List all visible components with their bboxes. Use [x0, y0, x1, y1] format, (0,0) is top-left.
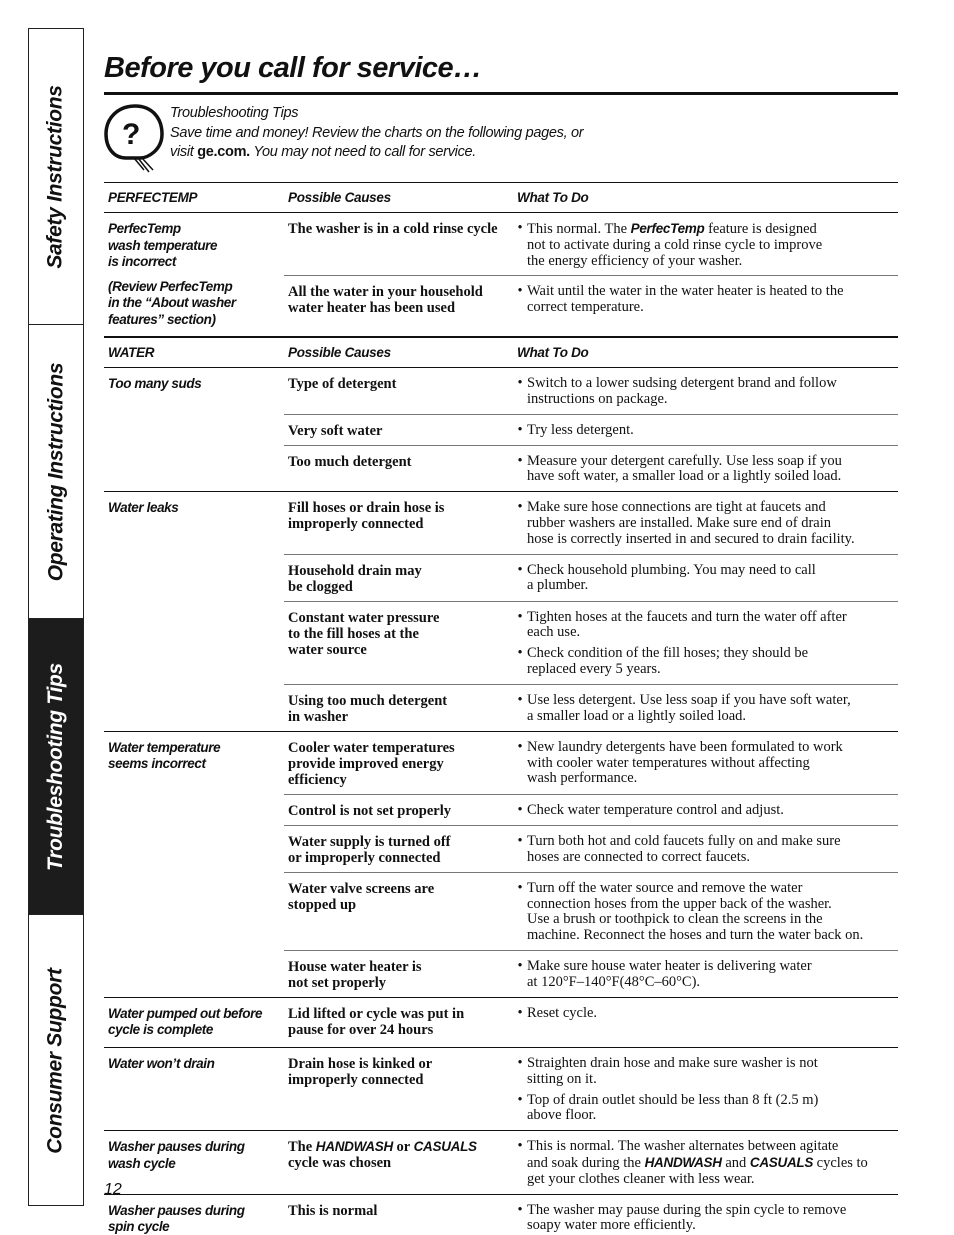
fix-bullet [513, 1056, 898, 1088]
fix-part: Make sure hose connections are tight at faucets and rubber washers are installed. Make sure end of drain hose is correctly inserted in and secured to drain facility. [527, 499, 855, 547]
what-to-do [513, 415, 898, 445]
cause-text: The [288, 1139, 316, 1156]
bullet-icon: • [517, 738, 523, 755]
what-to-do-header: What To Do [517, 345, 589, 360]
fix-part: This normal. The [527, 221, 631, 237]
table-row [284, 1048, 898, 1130]
bullet-icon: • [517, 832, 523, 849]
table-row [284, 826, 898, 873]
problem-label [104, 1048, 284, 1130]
section-header [104, 182, 898, 213]
feature-name: PerfecTemp [630, 221, 705, 236]
bullet-icon: • [517, 1201, 523, 1218]
fix-part: Use less detergent. Use less soap if you have soft water, a smaller load or a lightly soiled load. [527, 691, 851, 724]
fix-part: Check household plumbing. You may need to call a plumber. [527, 561, 816, 594]
fix-part: Measure your detergent carefully. Use less soap if you have soft water, a smaller load or a lightly soiled load. [527, 452, 842, 485]
table-row [284, 492, 898, 554]
cause-rows [284, 492, 898, 731]
what-to-do [513, 276, 898, 322]
fix-bullet [513, 881, 898, 944]
fix-text [527, 1203, 898, 1235]
table-row [284, 213, 898, 276]
fix-bullet [513, 454, 898, 486]
cause-text: cycle was chosen [288, 1155, 392, 1172]
fix-bullet [513, 959, 898, 991]
troubleshooting-table [104, 182, 898, 1235]
fix-part: and [721, 1154, 750, 1171]
possible-cause: Drain hose is kinked or improperly connected [288, 1055, 433, 1088]
what-to-do [513, 1048, 898, 1130]
possible-cause: Water supply is turned off or improperly connected [288, 833, 451, 866]
section-tabs [28, 28, 84, 1206]
table-row [284, 555, 898, 602]
tips-visit: visit [170, 144, 198, 160]
page-number: 12 [104, 1181, 122, 1198]
bullet-icon: • [517, 1004, 523, 1021]
fix-part: Turn both hot and cold faucets fully on and make sure hoses are connected to correct faucets. [527, 832, 841, 865]
fix-part: Wait until the water in the water heater is heated to the correct temperature. [527, 283, 844, 316]
what-to-do [513, 492, 898, 553]
problem-label [104, 213, 284, 336]
table-row [284, 446, 898, 492]
cycle-name: CASUALS [749, 1154, 814, 1170]
cause-rows [284, 368, 898, 491]
problem-text: Water leaks [108, 500, 179, 516]
possible-cause: The washer is in a cold rinse cycle [288, 221, 498, 237]
fix-bullet [513, 1006, 898, 1022]
possible-cause: Water valve screens are stopped up [288, 880, 435, 913]
problem-label [104, 998, 284, 1047]
bullet-icon: • [517, 220, 523, 236]
tips-title: Troubleshooting Tips [170, 105, 299, 121]
what-to-do [513, 951, 898, 997]
problem-group [104, 732, 898, 998]
table-row [284, 795, 898, 826]
what-to-do-header: What To Do [517, 190, 589, 205]
fix-bullet [513, 693, 898, 725]
table-row [284, 602, 898, 685]
possible-cause: All the water in your household water heater has been used [288, 284, 483, 317]
fix-text [527, 500, 898, 547]
fix-part: Try less detergent. [527, 421, 634, 438]
fix-part: The washer may pause during the spin cycle to remove soapy water more efficiently. [527, 1201, 847, 1234]
cause-rows [284, 732, 898, 997]
fix-bullet [513, 610, 898, 642]
table-row [284, 276, 898, 322]
tips-line-2 [170, 143, 583, 163]
title-divider [104, 92, 898, 95]
tab-label: Safety Instructions [44, 84, 67, 269]
fix-text [527, 834, 898, 866]
cause-rows [284, 1195, 898, 1235]
table-row [284, 1195, 898, 1235]
what-to-do [513, 795, 898, 825]
possible-cause: Fill hoses or drain hose is improperly connected [288, 500, 445, 533]
problem-text: Washer pauses during wash cycle [108, 1139, 245, 1171]
problem-text: Washer pauses during spin cycle [108, 1202, 245, 1235]
bullet-icon: • [517, 499, 523, 516]
fix-part: Reset cycle. [527, 1004, 598, 1021]
problem-text: (Review PerfecTemp in the “About washer features” section) [108, 278, 236, 327]
fix-part: Turn off the water source and remove the water connection hoses from the upper back of the washer. Use a brush or toothpick to clean the screens in the machine. Reconnect the hoses and turn the water back on. [527, 879, 864, 944]
problem-group [104, 1131, 898, 1194]
cycle-name: HANDWASH [315, 1139, 393, 1155]
cause-rows [284, 998, 898, 1047]
what-to-do [513, 1131, 898, 1193]
bullet-icon: • [517, 421, 523, 438]
problem-label [104, 1131, 284, 1193]
fix-part: Top of drain outlet should be less than 8 ft (2.5 m) above floor. [527, 1091, 819, 1124]
fix-text [527, 563, 898, 595]
fix-bullet [513, 646, 898, 678]
fix-text [527, 1139, 898, 1187]
possible-causes-header: Possible Causes [288, 190, 391, 205]
what-to-do [513, 602, 898, 684]
tab-safety-instructions[interactable] [29, 29, 83, 325]
fix-part: cycles to get your clothes cleaner with less wear. [527, 1154, 868, 1187]
what-to-do [513, 998, 898, 1044]
fix-bullet [513, 376, 898, 408]
possible-cause: Constant water pressure to the fill hoses at the water source [288, 609, 440, 658]
possible-cause: This is normal [288, 1202, 378, 1219]
what-to-do [513, 826, 898, 872]
fix-bullet [513, 1203, 898, 1235]
problem-label [104, 368, 284, 491]
table-row [284, 732, 898, 795]
fix-text [527, 693, 898, 725]
problem-group [104, 998, 898, 1048]
fix-text [527, 803, 898, 819]
fix-text [527, 1093, 898, 1125]
fix-bullet [513, 563, 898, 595]
problem-label [104, 732, 284, 997]
problem-text: Too many suds [108, 376, 202, 391]
fix-bullet [513, 803, 898, 819]
problem-text: Water temperature seems incorrect [108, 739, 221, 772]
table-row [284, 368, 898, 415]
fix-bullet [513, 284, 898, 316]
problem-group [104, 213, 898, 337]
tab-consumer-support[interactable] [29, 915, 83, 1207]
possible-causes-header: Possible Causes [288, 345, 391, 360]
fix-text [527, 881, 898, 944]
fix-text [527, 284, 898, 316]
problem-text: Water won’t drain [108, 1055, 215, 1071]
tab-label: Troubleshooting Tips [44, 662, 68, 871]
possible-cause: Control is not set properly [288, 802, 451, 819]
cycle-name: HANDWASH [644, 1154, 722, 1170]
problem-group [104, 1048, 898, 1131]
problem-group [104, 368, 898, 492]
possible-cause: House water heater is not set properly [288, 958, 422, 991]
problem-label [104, 1195, 284, 1235]
cause-text: or [392, 1139, 414, 1156]
what-to-do [513, 732, 898, 794]
page-title: Before you call for service… [104, 52, 482, 84]
fix-text [527, 1006, 898, 1022]
fix-text [527, 740, 898, 787]
possible-cause: Using too much detergent in washer [288, 692, 448, 725]
bullet-icon: • [517, 452, 523, 469]
fix-part: This is normal. The washer alternates between agitate and soak during the [527, 1138, 839, 1171]
fix-text [527, 610, 898, 642]
problem-text: Water pumped out before cycle is complete [108, 1005, 263, 1038]
section-header [104, 337, 898, 368]
cause-rows [284, 213, 898, 336]
possible-cause: Very soft water [288, 422, 383, 439]
fix-part: Switch to a lower sudsing detergent brand and follow instructions on package. [527, 375, 837, 407]
bullet-icon: • [517, 375, 523, 391]
section-category: PERFECTEMP [108, 190, 198, 205]
possible-cause: Cooler water temperatures provide improved energy efficiency [288, 739, 455, 788]
what-to-do [513, 555, 898, 601]
table-row [284, 685, 898, 731]
tab-label: Consumer Support [44, 968, 67, 1154]
problem-group [104, 492, 898, 732]
possible-cause: Lid lifted or cycle was put in pause for over 24 hours [288, 1005, 465, 1038]
possible-cause: Household drain may be clogged [288, 562, 422, 595]
problem-group [104, 1195, 898, 1235]
what-to-do [513, 1195, 898, 1235]
bullet-icon: • [517, 801, 523, 818]
possible-cause: Too much detergent [288, 453, 412, 470]
fix-text [527, 423, 898, 439]
fix-text [527, 646, 898, 678]
bullet-icon: • [517, 1138, 523, 1155]
possible-cause: Type of detergent [288, 376, 397, 392]
bullet-icon: • [517, 645, 523, 662]
fix-bullet [513, 1093, 898, 1125]
table-row [284, 951, 898, 997]
fix-text [527, 454, 898, 486]
tab-operating-instructions[interactable] [29, 325, 83, 619]
bullet-icon: • [517, 561, 523, 578]
section-category: WATER [108, 345, 155, 360]
bullet-icon: • [517, 1091, 523, 1108]
fix-part: Check condition of the fill hoses; they should be replaced every 5 years. [527, 645, 809, 677]
table-row [284, 873, 898, 951]
bullet-icon: • [517, 691, 523, 708]
fix-part: Check water temperature control and adjust. [527, 801, 784, 818]
tips-line-2-rest: You may not need to call for service. [249, 144, 477, 160]
what-to-do [513, 368, 898, 414]
tips-line-1: Save time and money! Review the charts on the following pages, or [170, 124, 584, 141]
fix-part: New laundry detergents have been formulated to work with cooler water temperatures without affecting wash performance. [527, 738, 843, 787]
what-to-do [513, 685, 898, 731]
fix-bullet [513, 834, 898, 866]
bullet-icon: • [517, 283, 523, 300]
fix-bullet [513, 740, 898, 787]
problem-text: PerfecTemp wash temperature is incorrect [108, 221, 218, 269]
fix-part: Make sure house water heater is delivering water at 120°F–140°F(48°C–60°C). [527, 957, 812, 990]
troubleshooting-tips-intro [170, 104, 583, 163]
what-to-do [513, 873, 898, 950]
fix-bullet [513, 423, 898, 439]
table-row [284, 415, 898, 446]
fix-text [527, 221, 898, 269]
tab-troubleshooting-tips[interactable] [29, 619, 83, 915]
fix-text [527, 959, 898, 991]
question-tag-icon [104, 104, 166, 174]
bullet-icon: • [517, 957, 523, 974]
fix-part: Straighten drain hose and make sure washer is not sitting on it. [527, 1054, 818, 1087]
table-row [284, 998, 898, 1044]
bullet-icon: • [517, 879, 523, 896]
fix-part: feature is designed not to activate during a cold rinse cycle to improve the energy efficiency of your washer. [527, 221, 823, 269]
cause-rows [284, 1131, 898, 1193]
fix-text [527, 1056, 898, 1088]
bullet-icon: • [517, 1054, 523, 1071]
fix-part: Tighten hoses at the faucets and turn the water off after each use. [527, 608, 847, 641]
svg-text:?: ? [122, 118, 141, 151]
problem-label [104, 492, 284, 731]
cycle-name: CASUALS [413, 1139, 477, 1155]
table-row [284, 1131, 898, 1193]
fix-bullet [513, 221, 898, 269]
what-to-do [513, 213, 898, 275]
what-to-do [513, 446, 898, 492]
cause-rows [284, 1048, 898, 1130]
fix-bullet [513, 500, 898, 547]
possible-cause [284, 1131, 513, 1193]
fix-bullet [513, 1139, 898, 1187]
fix-text [527, 376, 898, 408]
bullet-icon: • [517, 608, 523, 625]
ge-link[interactable]: ge.com. [197, 144, 250, 160]
tab-label: Operating Instructions [44, 362, 67, 581]
